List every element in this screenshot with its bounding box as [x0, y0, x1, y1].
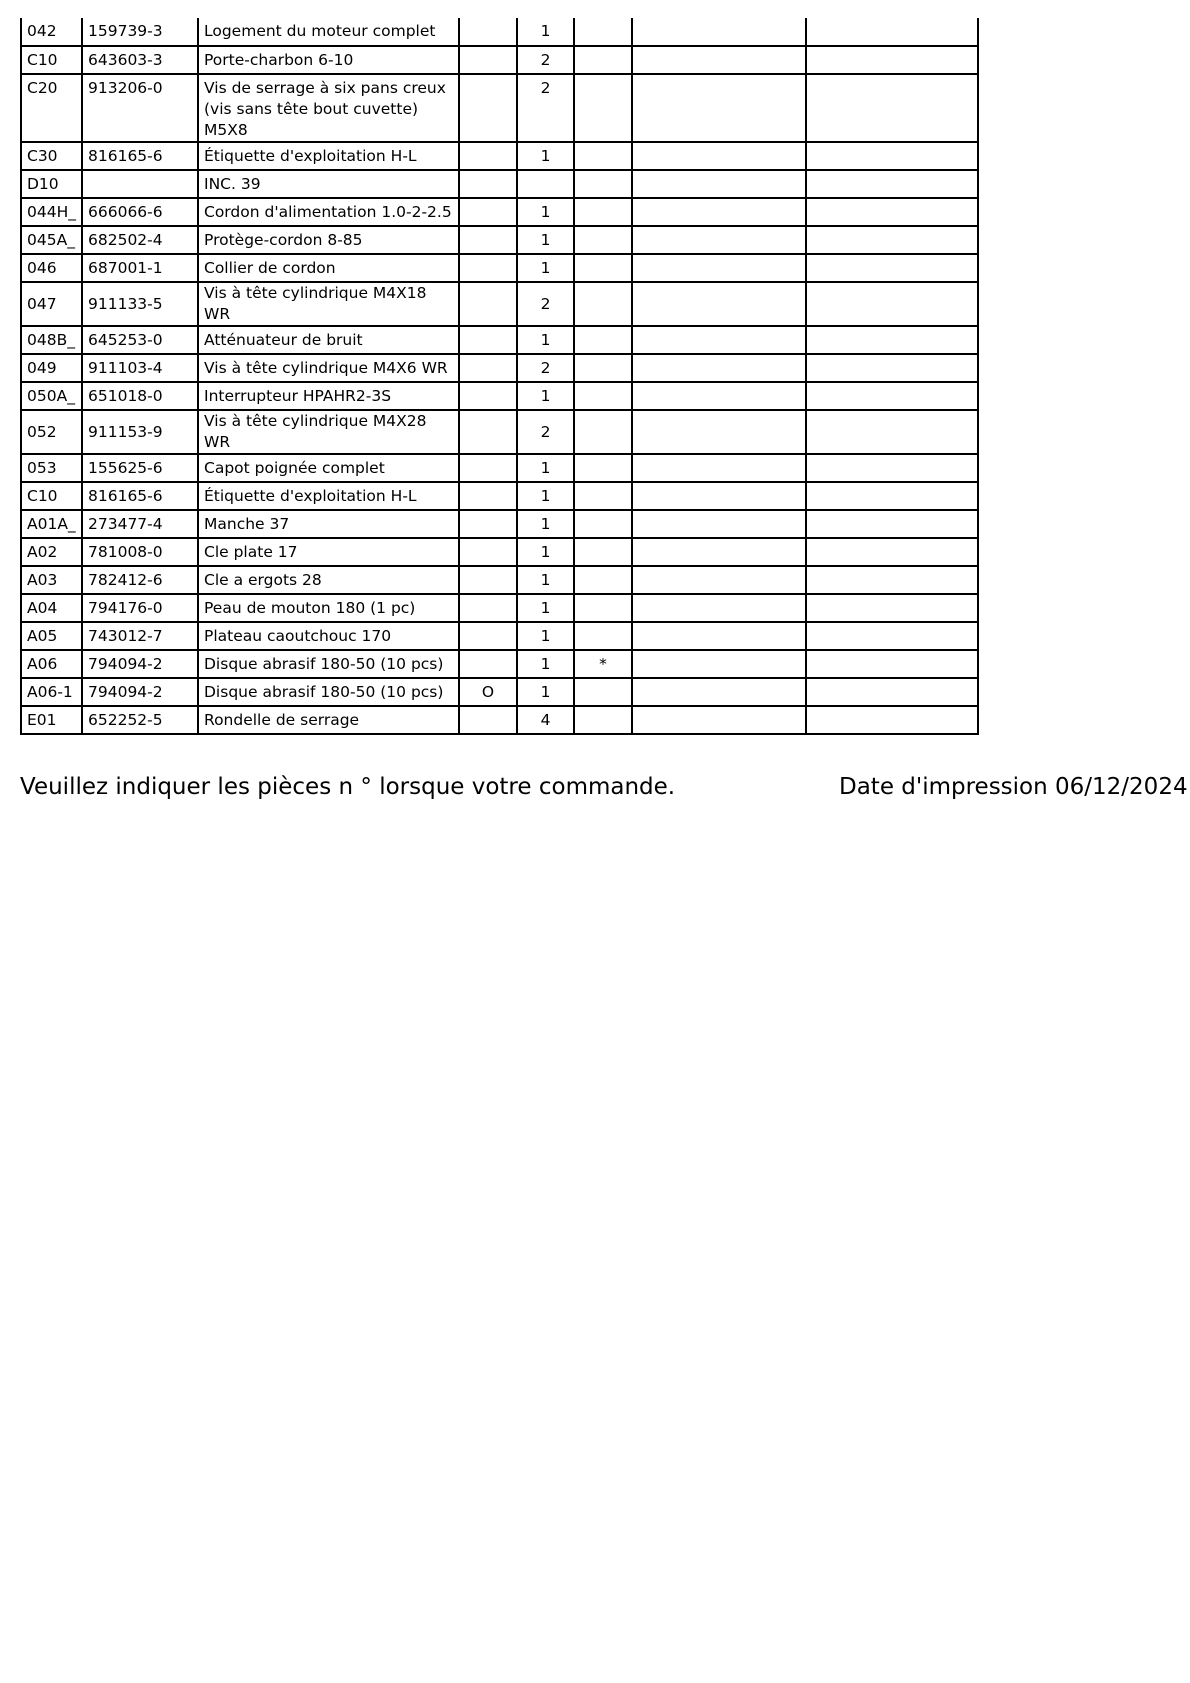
empty-cell [632, 650, 806, 678]
part-number-cell: 911103-4 [82, 354, 198, 382]
note-cell [574, 254, 632, 282]
part-number-cell: 911153-9 [82, 410, 198, 454]
quantity-cell: 1 [517, 678, 574, 706]
table-row [21, 454, 978, 482]
empty-cell [806, 650, 978, 678]
option-cell [459, 254, 517, 282]
table-row [21, 706, 978, 734]
table-row [21, 198, 978, 226]
note-cell [574, 326, 632, 354]
table-row [21, 510, 978, 538]
ref-cell: 045A_ [21, 226, 82, 254]
empty-cell [806, 74, 978, 142]
option-cell [459, 482, 517, 510]
empty-cell [806, 354, 978, 382]
empty-cell [806, 198, 978, 226]
description-cell: INC. 39 [198, 170, 459, 198]
option-cell [459, 382, 517, 410]
note-cell [574, 170, 632, 198]
table-row [21, 410, 978, 454]
quantity-cell: 1 [517, 326, 574, 354]
description-cell: Manche 37 [198, 510, 459, 538]
description-cell: Collier de cordon [198, 254, 459, 282]
description-cell: Atténuateur de bruit [198, 326, 459, 354]
part-number-cell: 645253-0 [82, 326, 198, 354]
empty-cell [632, 410, 806, 454]
option-cell [459, 410, 517, 454]
table-row [21, 650, 978, 678]
note-cell [574, 510, 632, 538]
part-number-cell: 782412-6 [82, 566, 198, 594]
empty-cell [806, 226, 978, 254]
note-cell [574, 594, 632, 622]
description-cell: Cle a ergots 28 [198, 566, 459, 594]
empty-cell [806, 254, 978, 282]
print-date: Date d'impression 06/12/2024 [839, 774, 1188, 800]
ref-cell: C20 [21, 74, 82, 142]
option-cell [459, 354, 517, 382]
empty-cell [632, 170, 806, 198]
part-number-cell: 794094-2 [82, 678, 198, 706]
note-cell [574, 566, 632, 594]
table-row [21, 678, 978, 706]
note-cell [574, 282, 632, 326]
table-row [21, 594, 978, 622]
ref-cell: 053 [21, 454, 82, 482]
quantity-cell: 1 [517, 454, 574, 482]
description-cell: Plateau caoutchouc 170 [198, 622, 459, 650]
ref-cell: C30 [21, 142, 82, 170]
note-cell [574, 74, 632, 142]
empty-cell [806, 566, 978, 594]
option-cell [459, 566, 517, 594]
part-number-cell: 743012-7 [82, 622, 198, 650]
note-cell [574, 454, 632, 482]
part-number-cell: 155625-6 [82, 454, 198, 482]
empty-cell [806, 706, 978, 734]
part-number-cell [82, 170, 198, 198]
part-number-cell: 687001-1 [82, 254, 198, 282]
part-number-cell: 651018-0 [82, 382, 198, 410]
description-cell: Vis à tête cylindrique M4X6 WR [198, 354, 459, 382]
ref-cell: A05 [21, 622, 82, 650]
quantity-cell: 2 [517, 46, 574, 74]
table-row [21, 354, 978, 382]
empty-cell [632, 226, 806, 254]
quantity-cell: 2 [517, 410, 574, 454]
note-cell [574, 382, 632, 410]
empty-cell [806, 510, 978, 538]
quantity-cell: 1 [517, 254, 574, 282]
option-cell [459, 594, 517, 622]
empty-cell [632, 354, 806, 382]
empty-cell [632, 198, 806, 226]
ref-cell: 042 [21, 18, 82, 46]
part-number-cell: 816165-6 [82, 142, 198, 170]
empty-cell [632, 510, 806, 538]
quantity-cell: 2 [517, 282, 574, 326]
empty-cell [806, 538, 978, 566]
ref-cell: A04 [21, 594, 82, 622]
ref-cell: 044H_ [21, 198, 82, 226]
description-cell: Interrupteur HPAHR2-3S [198, 382, 459, 410]
empty-cell [632, 74, 806, 142]
note-cell [574, 226, 632, 254]
description-cell: Étiquette d'exploitation H-L [198, 482, 459, 510]
parts-list-body [21, 18, 978, 734]
ref-cell: C10 [21, 46, 82, 74]
quantity-cell: 1 [517, 18, 574, 46]
empty-cell [806, 594, 978, 622]
note-cell [574, 18, 632, 46]
ref-cell: E01 [21, 706, 82, 734]
option-cell [459, 538, 517, 566]
quantity-cell: 2 [517, 74, 574, 142]
part-number-cell: 794176-0 [82, 594, 198, 622]
option-cell [459, 326, 517, 354]
ref-cell: 050A_ [21, 382, 82, 410]
quantity-cell: 1 [517, 198, 574, 226]
empty-cell [806, 170, 978, 198]
table-row [21, 18, 978, 46]
part-number-cell: 816165-6 [82, 482, 198, 510]
description-cell: Peau de mouton 180 (1 pc) [198, 594, 459, 622]
empty-cell [806, 410, 978, 454]
part-number-cell: 273477-4 [82, 510, 198, 538]
part-number-cell: 643603-3 [82, 46, 198, 74]
description-cell: Porte-charbon 6-10 [198, 46, 459, 74]
parts-list-table [20, 18, 979, 735]
option-cell: O [459, 678, 517, 706]
quantity-cell: 1 [517, 566, 574, 594]
option-cell [459, 198, 517, 226]
description-cell: Disque abrasif 180-50 (10 pcs) [198, 650, 459, 678]
empty-cell [632, 454, 806, 482]
description-cell: Vis à tête cylindrique M4X28 WR [198, 410, 459, 454]
empty-cell [806, 678, 978, 706]
quantity-cell: 4 [517, 706, 574, 734]
ref-cell: 052 [21, 410, 82, 454]
quantity-cell [517, 170, 574, 198]
empty-cell [632, 538, 806, 566]
empty-cell [806, 622, 978, 650]
empty-cell [806, 326, 978, 354]
ref-cell: 047 [21, 282, 82, 326]
order-notice: Veuillez indiquer les pièces n ° lorsque votre commande. [20, 774, 676, 800]
table-row [21, 538, 978, 566]
note-cell [574, 706, 632, 734]
empty-cell [632, 254, 806, 282]
table-row [21, 382, 978, 410]
quantity-cell: 2 [517, 354, 574, 382]
table-row [21, 142, 978, 170]
note-cell [574, 538, 632, 566]
empty-cell [806, 282, 978, 326]
option-cell [459, 18, 517, 46]
part-number-cell: 652252-5 [82, 706, 198, 734]
description-cell: Étiquette d'exploitation H-L [198, 142, 459, 170]
description-cell: Cordon d'alimentation 1.0-2-2.5 [198, 198, 459, 226]
quantity-cell: 1 [517, 622, 574, 650]
ref-cell: A06-1 [21, 678, 82, 706]
description-cell: Cle plate 17 [198, 538, 459, 566]
table-row [21, 226, 978, 254]
ref-cell: 046 [21, 254, 82, 282]
empty-cell [632, 282, 806, 326]
empty-cell [806, 18, 978, 46]
part-number-cell: 913206-0 [82, 74, 198, 142]
quantity-cell: 1 [517, 650, 574, 678]
ref-cell: 048B_ [21, 326, 82, 354]
option-cell [459, 706, 517, 734]
note-cell [574, 622, 632, 650]
empty-cell [806, 142, 978, 170]
part-number-cell: 794094-2 [82, 650, 198, 678]
note-cell [574, 198, 632, 226]
part-number-cell: 781008-0 [82, 538, 198, 566]
option-cell [459, 226, 517, 254]
ref-cell: A01A_ [21, 510, 82, 538]
empty-cell [632, 622, 806, 650]
note-cell [574, 46, 632, 74]
option-cell [459, 510, 517, 538]
quantity-cell: 1 [517, 594, 574, 622]
option-cell [459, 46, 517, 74]
option-cell [459, 454, 517, 482]
option-cell [459, 282, 517, 326]
part-number-cell: 666066-6 [82, 198, 198, 226]
part-number-cell: 159739-3 [82, 18, 198, 46]
empty-cell [806, 482, 978, 510]
table-row [21, 46, 978, 74]
ref-cell: D10 [21, 170, 82, 198]
option-cell [459, 622, 517, 650]
empty-cell [806, 454, 978, 482]
empty-cell [632, 566, 806, 594]
quantity-cell: 1 [517, 382, 574, 410]
empty-cell [806, 46, 978, 74]
table-row [21, 170, 978, 198]
empty-cell [632, 46, 806, 74]
option-cell [459, 650, 517, 678]
option-cell [459, 142, 517, 170]
description-cell: Vis de serrage à six pans creux (vis sans tête bout cuvette) M5X8 [198, 74, 459, 142]
empty-cell [632, 482, 806, 510]
ref-cell: C10 [21, 482, 82, 510]
description-cell: Protège-cordon 8-85 [198, 226, 459, 254]
ref-cell: A02 [21, 538, 82, 566]
description-cell: Vis à tête cylindrique M4X18 WR [198, 282, 459, 326]
note-cell: * [574, 650, 632, 678]
table-row [21, 254, 978, 282]
ref-cell: A03 [21, 566, 82, 594]
quantity-cell: 1 [517, 510, 574, 538]
description-cell: Capot poignée complet [198, 454, 459, 482]
quantity-cell: 1 [517, 538, 574, 566]
option-cell [459, 170, 517, 198]
empty-cell [632, 326, 806, 354]
part-number-cell: 682502-4 [82, 226, 198, 254]
empty-cell [632, 142, 806, 170]
note-cell [574, 678, 632, 706]
note-cell [574, 142, 632, 170]
ref-cell: 049 [21, 354, 82, 382]
description-cell: Logement du moteur complet [198, 18, 459, 46]
table-row [21, 482, 978, 510]
table-row [21, 74, 978, 142]
quantity-cell: 1 [517, 482, 574, 510]
empty-cell [632, 706, 806, 734]
option-cell [459, 74, 517, 142]
note-cell [574, 354, 632, 382]
description-cell: Disque abrasif 180-50 (10 pcs) [198, 678, 459, 706]
empty-cell [632, 594, 806, 622]
empty-cell [632, 678, 806, 706]
empty-cell [632, 382, 806, 410]
note-cell [574, 410, 632, 454]
empty-cell [632, 18, 806, 46]
part-number-cell: 911133-5 [82, 282, 198, 326]
table-row [21, 282, 978, 326]
table-row [21, 326, 978, 354]
table-row [21, 622, 978, 650]
note-cell [574, 482, 632, 510]
table-row [21, 566, 978, 594]
description-cell: Rondelle de serrage [198, 706, 459, 734]
quantity-cell: 1 [517, 226, 574, 254]
ref-cell: A06 [21, 650, 82, 678]
quantity-cell: 1 [517, 142, 574, 170]
empty-cell [806, 382, 978, 410]
